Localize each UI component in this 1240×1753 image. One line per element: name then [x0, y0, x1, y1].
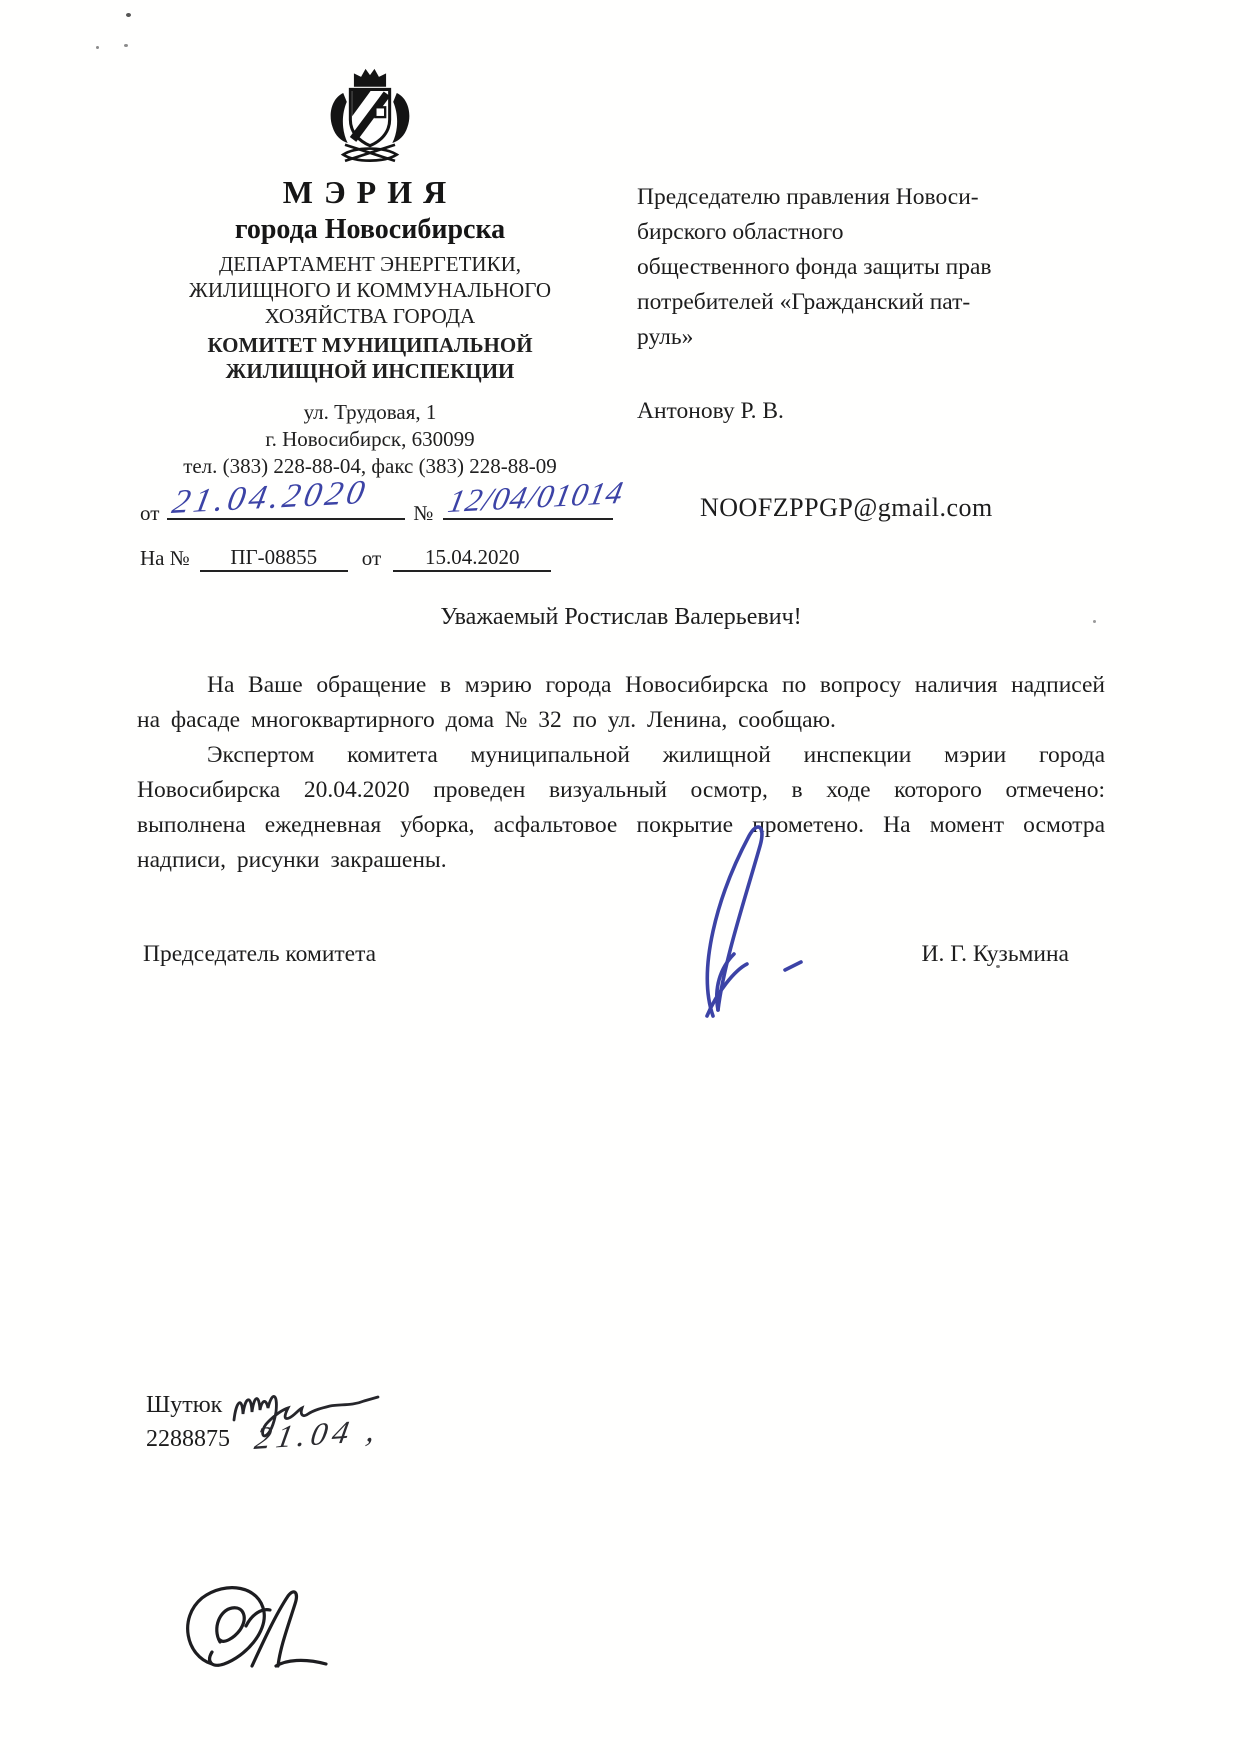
- city-postcode: г. Новосибирск, 630099: [265, 427, 475, 451]
- handwritten-outgoing-date: 21.04.2020: [169, 473, 373, 522]
- outgoing-reference-row: [140, 473, 628, 526]
- incoming-from-label: от: [361, 546, 382, 570]
- committee-name: [135, 332, 605, 384]
- addressee-line: руль»: [637, 324, 694, 350]
- incoming-number-underline: [200, 546, 348, 572]
- scan-speck: [124, 44, 128, 47]
- org-title: МЭРИЯ: [282, 174, 458, 210]
- letterhead: [135, 68, 605, 480]
- outgoing-from-label: от: [140, 501, 160, 525]
- department-line: ЖИЛИЩНОГО И КОММУНАЛЬНОГО: [189, 278, 551, 302]
- addressee-line: потребителей «Гражданский пат-: [637, 289, 971, 315]
- letter-body: [137, 668, 1105, 878]
- org-subtitle: города Новосибирска: [234, 214, 506, 245]
- body-paragraph-2: Экспертом комитета муниципальной жилищной инспекции мэрии города Новосибирска 20.04.2020 проведен визуальный осмотр, в ходе которого отмечено: выполнена ежедневная уборка, асфальтовое покрытие прометено. На момент осмотра надписи, рисунки закрашены.: [137, 742, 1105, 873]
- contact-block: [135, 399, 605, 480]
- executor-phone: 2288875: [146, 1426, 230, 1452]
- scan-speck: [126, 13, 131, 17]
- incoming-number: ПГ-08855: [230, 545, 318, 569]
- addressee-email: NOOFZPPGP@gmail.com: [700, 493, 993, 522]
- body-paragraph-1: На Ваше обращение в мэрию города Новосибирска по вопросу наличия надписей на фасаде многоквартирного дома № 32 по ул. Ленина, сообщаю.: [137, 672, 1105, 733]
- signer-position: Председатель комитета: [143, 941, 377, 967]
- addressee-name: Антонову Р. В.: [637, 398, 784, 424]
- signature-ink-bottom: [168, 1562, 338, 1701]
- signer-name: И. Г. Кузьмина: [921, 941, 1069, 967]
- outgoing-number-label: №: [413, 501, 434, 525]
- addressee-line: общественного фонда защиты прав: [637, 254, 992, 280]
- department-line: ХОЗЯЙСТВА ГОРОДА: [264, 304, 476, 328]
- incoming-reference-row: [140, 546, 551, 572]
- phone-fax: тел. (383) 228-88-04, факс (383) 228-88-09: [183, 454, 557, 478]
- signature-ink-kuzmina: [683, 818, 817, 1027]
- novosibirsk-coat-of-arms-icon: [135, 68, 605, 168]
- executor-name: Шутюк: [146, 1392, 223, 1418]
- department-name: [135, 251, 605, 329]
- salutation: Уважаемый Ростислав Валерьевич!: [440, 604, 802, 630]
- committee-line: ЖИЛИЩНОЙ ИНСПЕКЦИИ: [225, 359, 515, 383]
- incoming-date: 15.04.2020: [424, 545, 520, 569]
- signature-row: [143, 941, 1105, 968]
- scan-speck: [96, 46, 99, 49]
- handwritten-executor-date: 21.04 ,: [252, 1411, 384, 1457]
- department-line: ДЕПАРТАМЕНТ ЭНЕРГЕТИКИ,: [218, 252, 522, 276]
- addressee-block: [637, 180, 1107, 355]
- incoming-label: На №: [140, 546, 190, 570]
- addressee-line: бирского областного: [637, 219, 844, 245]
- street-address: ул. Трудовая, 1: [303, 400, 437, 424]
- outgoing-date-underline: [167, 473, 405, 522]
- incoming-date-underline: [393, 546, 551, 572]
- addressee-line: Председателю правления Новоси-: [637, 184, 979, 210]
- committee-line: КОМИТЕТ МУНИЦИПАЛЬНОЙ: [207, 333, 533, 357]
- handwritten-outgoing-number: 12/04/01014: [445, 474, 628, 520]
- outgoing-number-underline: [443, 474, 628, 520]
